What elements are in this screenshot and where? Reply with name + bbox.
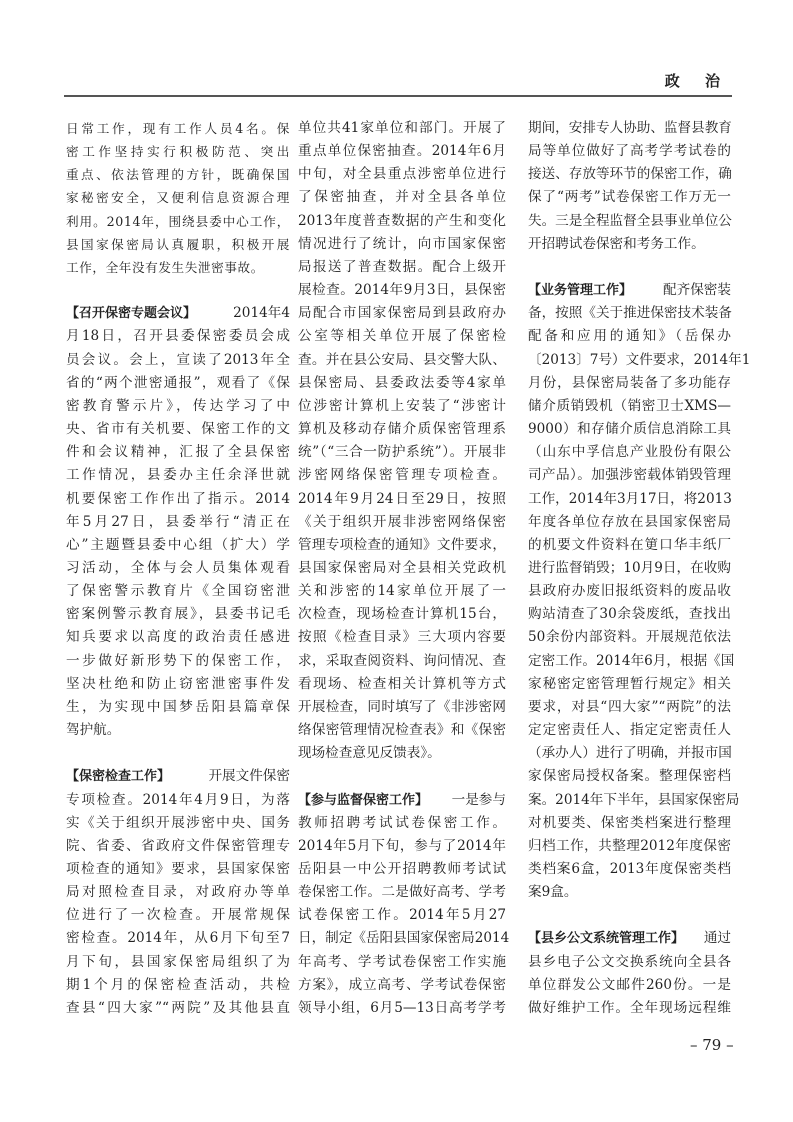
text-line: 工作，2014年3月17日，将2013 bbox=[528, 490, 732, 507]
text-line: 备，按照《关于推进保密技术装备 bbox=[528, 305, 732, 322]
text-line: 情况进行了统计，向市国家保密 bbox=[298, 235, 506, 252]
section-title: 政 治 bbox=[664, 72, 730, 90]
paragraph bbox=[66, 302, 290, 742]
text-line: 现场检查意见反馈表》。 bbox=[298, 745, 441, 762]
text-column-3 bbox=[528, 117, 751, 1020]
text-line: 2014年9月24日至29日，按照 bbox=[298, 490, 506, 507]
header-rule bbox=[64, 95, 732, 97]
text-line: 项检查的通知》要求，县国家保密 bbox=[66, 861, 290, 877]
text-line: 2014年5月下旬，参与了2014年 bbox=[298, 837, 506, 854]
text-line: 密教育警示片》，传达学习了中 bbox=[66, 397, 290, 414]
text-line: 密工作坚持实行积极防范、突出 bbox=[66, 144, 290, 160]
heading-lead-text: 配齐保密装 bbox=[663, 282, 731, 299]
paragraph bbox=[298, 789, 510, 1021]
text-line bbox=[528, 279, 731, 302]
text-line: 定定密责任人、指定定密责任人 bbox=[528, 722, 731, 739]
text-line: 试卷保密工作。2014年5月27 bbox=[298, 907, 506, 924]
heading-lead-text: 通过 bbox=[703, 930, 731, 947]
text-line: 做好维护工作。全年现场远程维 bbox=[528, 999, 731, 1016]
text-line: 局报送了普查数据。配合上级开 bbox=[298, 258, 506, 275]
text-line: 管理专项检查的通知》文件要求， bbox=[298, 536, 506, 553]
text-line: 习活动，全体与会人员集体观看 bbox=[66, 559, 290, 576]
text-column-1 bbox=[66, 117, 290, 1020]
text-line: 购站清查了30余袋废纸，查找出 bbox=[528, 606, 731, 623]
text-line: 位进行了一次检查。开展常规保 bbox=[66, 907, 290, 924]
paragraph bbox=[66, 765, 290, 1020]
heading-lead-text: 开展文件保密 bbox=[208, 768, 290, 785]
text-line: 统”（“三合一防护系统”）。开展非 bbox=[298, 444, 506, 461]
text-line: 实《关于组织开展涉密中央、国务 bbox=[66, 814, 290, 831]
section-heading: 【保密检查工作】 bbox=[66, 769, 171, 785]
text-line: 县乡电子公文交换系统向全县各 bbox=[528, 953, 731, 970]
paragraph-gap bbox=[528, 256, 731, 279]
section-heading: 【县乡公文系统管理工作】 bbox=[528, 931, 685, 947]
text-line: 局配合市国家保密局到县政府办 bbox=[298, 305, 506, 322]
text-line: 家保密局授权备案。整理保密档 bbox=[528, 768, 731, 785]
paragraph-gap bbox=[528, 904, 731, 927]
text-line: 坚决杜绝和防止窃密泄密事件发 bbox=[66, 675, 290, 692]
section-heading: 【业务管理工作】 bbox=[528, 283, 633, 299]
text-line: 知兵要求以高度的政治责任感进 bbox=[66, 629, 290, 646]
text-line: 储介质销毁机（销密卫士XMS— bbox=[528, 397, 731, 414]
paragraph bbox=[528, 117, 731, 256]
text-line: 省的“两个泄密通报”，观看了《保 bbox=[66, 374, 290, 391]
text-line: 按照《检查目录》三大项内容要 bbox=[298, 629, 506, 646]
text-line: 查县“四大家”“两院”及其他县直 bbox=[66, 999, 290, 1016]
text-line bbox=[66, 765, 290, 788]
text-line: 员会议。会上，宣读了2013年全 bbox=[66, 351, 290, 368]
text-line: 月18日，召开县委保密委员会成 bbox=[66, 328, 290, 345]
text-line: 50余份内部资料。开展规范依法 bbox=[528, 629, 731, 646]
text-line: 工作情况，县委办主任余泽世就 bbox=[66, 467, 290, 484]
text-line: 件和会议精神，汇报了全县保密 bbox=[66, 444, 290, 461]
text-line: 月下旬，县国家保密局组织了为 bbox=[66, 953, 290, 970]
text-line: 县国家保密局认真履职，积极开展 bbox=[66, 236, 290, 252]
text-line: 家秘密定密管理暂行规定》相关 bbox=[528, 675, 731, 692]
text-line: 定密工作。2014年6月，根据《国 bbox=[528, 652, 735, 669]
text-line: 案9盒。 bbox=[528, 884, 578, 901]
text-line: 了保密抽查，并对全县各单位 bbox=[298, 189, 506, 206]
text-line: 生，为实现中国梦岳阳县篇章保 bbox=[66, 698, 290, 715]
text-line: 位涉密计算机上安装了“涉密计 bbox=[298, 397, 506, 414]
text-line: 求，采取查阅资料、询问情况、查 bbox=[298, 652, 506, 669]
text-line: 央、省市有关机要、保密工作的文 bbox=[66, 421, 290, 438]
text-line: 单位群发公文邮件260份。一是 bbox=[528, 976, 731, 993]
paragraph-gap bbox=[66, 742, 290, 765]
text-line: 卷保密工作。二是做好高考、学考 bbox=[298, 884, 506, 901]
text-line: 县保密局、县委政法委等4家单 bbox=[298, 374, 506, 391]
text-line: 驾护航。 bbox=[66, 722, 121, 739]
text-line: 日，制定《岳阳县国家保密局2014 bbox=[298, 930, 510, 947]
text-line: 日常工作，现有工作人员4名。保 bbox=[66, 121, 290, 136]
heading-lead-text: 2014年4 bbox=[233, 305, 290, 322]
page-number: – 79 – bbox=[690, 1036, 734, 1054]
text-line: 算机及移动存储介质保密管理系 bbox=[298, 421, 506, 438]
text-line: 年度各单位存放在县国家保密局 bbox=[528, 513, 731, 530]
paragraph bbox=[66, 117, 290, 279]
text-line: 接送、存放等环节的保密工作，确 bbox=[528, 166, 732, 183]
text-line: 要求，对县“四大家”“两院”的法 bbox=[528, 698, 731, 715]
text-line: 利用。2014年，围绕县委中心工作， bbox=[66, 213, 290, 229]
text-line: 领导小组，6月5—13日高考学考 bbox=[298, 999, 506, 1016]
text-line: 家秘密安全，又便利信息资源合理 bbox=[66, 190, 290, 206]
text-line: 失。三是全程监督全县事业单位公 bbox=[528, 212, 732, 229]
text-line: 进行监督销毁；10月9日，在收购 bbox=[528, 559, 731, 576]
text-line: 局对照检查目录，对政府办等单 bbox=[66, 884, 290, 901]
text-line: 期间，安排专人协助、监督县教育 bbox=[528, 120, 732, 136]
text-line: 一步做好新形势下的保密工作， bbox=[66, 652, 290, 669]
text-line: 重点、依法管理的方针，既确保国 bbox=[66, 167, 290, 183]
text-line: 密检查。2014年，从6月下旬至7 bbox=[66, 930, 290, 947]
text-line bbox=[528, 927, 731, 950]
text-line: 关和涉密的14家单位开展了一 bbox=[298, 583, 506, 600]
text-line: 展检查。2014年9月3日，县保密 bbox=[298, 282, 506, 299]
heading-lead-text: 一是参与 bbox=[451, 791, 506, 808]
text-line: 看现场、检查相关计算机等方式 bbox=[298, 675, 506, 692]
text-line bbox=[298, 789, 506, 812]
paragraph bbox=[528, 927, 731, 1020]
text-line: 重点单位保密抽查。2014年6月 bbox=[298, 143, 506, 160]
text-line: 归档工作，共整理2012年度保密 bbox=[528, 837, 731, 854]
text-line: 月份，县保密局装备了多功能存 bbox=[528, 374, 731, 391]
paragraph bbox=[528, 279, 751, 904]
text-line: 涉密网络保密管理专项检查。 bbox=[298, 467, 506, 484]
text-line: 2013年度普查数据的产生和变化 bbox=[298, 212, 506, 229]
text-line: 期1个月的保密检查活动，共检 bbox=[66, 976, 290, 993]
text-line: 查。并在县公安局、县交警大队、 bbox=[298, 351, 506, 368]
text-line: 心”主题暨县委中心组（扩大）学 bbox=[66, 536, 290, 553]
text-line: 单位共41家单位和部门。开展了 bbox=[298, 120, 506, 136]
text-line: 司产品）。加强涉密载体销毁管理 bbox=[528, 467, 731, 484]
text-line: 对机要类、保密类档案进行整理 bbox=[528, 814, 731, 831]
text-line: 密案例警示教育展》，县委书记毛 bbox=[66, 606, 290, 623]
text-line: 院、省委、省政府文件保密管理专 bbox=[66, 837, 290, 854]
section-heading: 【召开保密专题会议】 bbox=[66, 306, 197, 322]
text-line: 开招聘试卷保密和考务工作。 bbox=[528, 235, 705, 252]
text-line: 局等单位做好了高考学考试卷的 bbox=[528, 143, 731, 160]
text-line: 年高考、学考试卷保密工作实施 bbox=[298, 953, 506, 970]
text-line: 案。2014年下半年，县国家保密局 bbox=[528, 791, 740, 808]
text-line: 〔2013〕7号）文件要求，2014年1 bbox=[528, 351, 751, 368]
text-line: 年5月27日，县委举行“清正在 bbox=[66, 513, 290, 530]
text-line: 次检查，现场检查计算机15台， bbox=[298, 606, 506, 623]
text-line: 方案》，成立高考、学考试卷保密 bbox=[298, 976, 506, 993]
text-line: 的机要文件资料在筻口华丰纸厂 bbox=[528, 536, 731, 553]
text-line: 了保密警示教育片《全国窃密泄 bbox=[66, 583, 290, 600]
text-line: 岳阳县一中公开招聘教师考试试 bbox=[298, 861, 506, 877]
text-line: 开展检查，同时填写了《非涉密网 bbox=[298, 698, 506, 715]
text-line: 类档案6盒，2013年度保密类档 bbox=[528, 861, 731, 877]
text-line: 公室等相关单位开展了保密检 bbox=[298, 328, 506, 345]
section-heading: 【参与监督保密工作】 bbox=[298, 792, 429, 808]
text-line: 中旬，对全县重点涉密单位进行 bbox=[298, 166, 506, 183]
text-line: 县政府办废旧报纸资料的废品收 bbox=[528, 583, 731, 600]
text-line: 县国家保密局对全县相关党政机 bbox=[298, 559, 506, 576]
text-line: 络保密管理情况检查表》和《保密 bbox=[298, 722, 506, 739]
text-column-2 bbox=[298, 117, 510, 1020]
paragraph-gap bbox=[66, 279, 290, 302]
text-line: 配备和应用的通知》（岳保办 bbox=[528, 328, 731, 345]
text-line: 教师招聘考试试卷保密工作。 bbox=[298, 814, 506, 831]
text-line: 专项检查。2014年4月9日，为落 bbox=[66, 791, 290, 808]
text-line: （山东中孚信息产业股份有限公 bbox=[528, 444, 731, 461]
text-line: 《关于组织开展非涉密网络保密 bbox=[298, 513, 506, 530]
paragraph bbox=[298, 117, 506, 765]
text-line: 保了“两考”试卷保密工作万无一 bbox=[528, 189, 731, 206]
text-line: （承办人）进行了明确，并报市国 bbox=[528, 745, 732, 762]
text-line: 机要保密工作作出了指示。2014 bbox=[66, 490, 290, 507]
paragraph-gap bbox=[298, 765, 506, 788]
text-line: 工作，全年没有发生失泄密事故。 bbox=[66, 259, 264, 275]
text-line: 9000）和存储介质信息消除工具 bbox=[528, 421, 731, 438]
text-line bbox=[66, 302, 290, 325]
